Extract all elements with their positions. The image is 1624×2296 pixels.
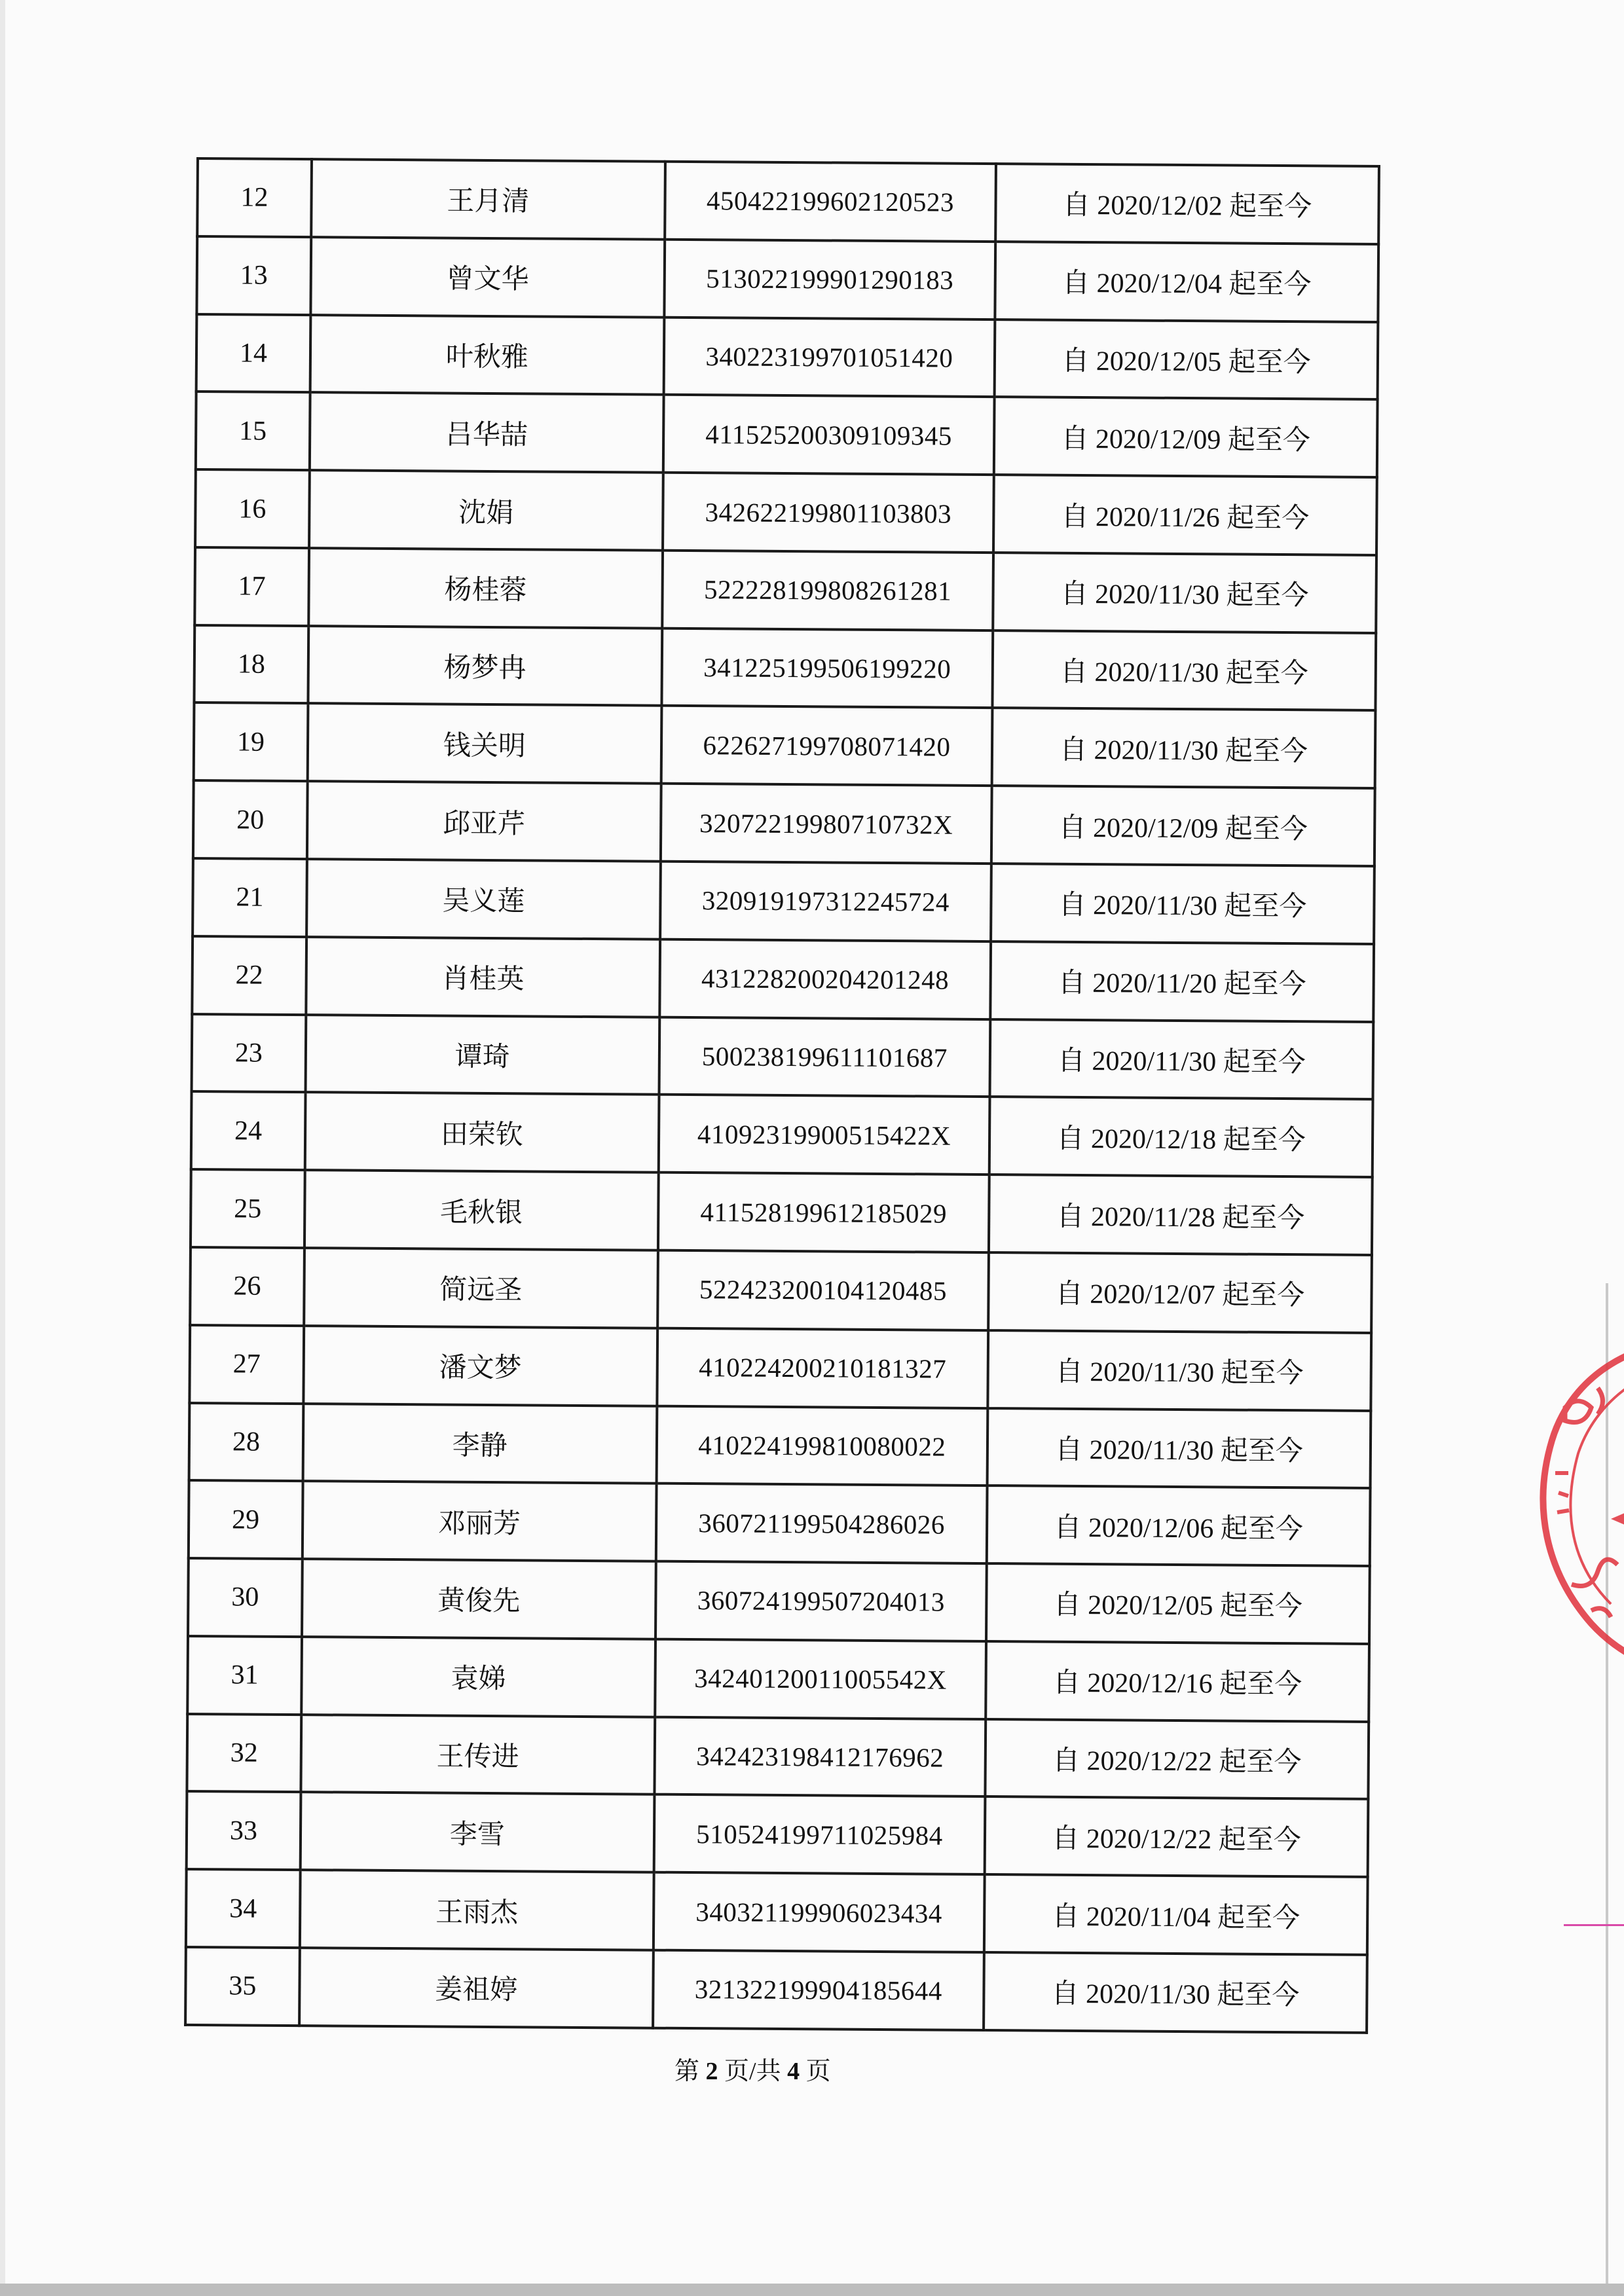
start-date: 自 2020/12/02 起至今	[995, 164, 1379, 244]
start-date: 自 2020/11/30 起至今	[992, 630, 1376, 711]
scan-edge-bottom	[0, 2284, 1624, 2296]
row-number: 24	[191, 1091, 306, 1170]
id-number: 622627199708071420	[661, 706, 992, 786]
employee-name: 王月清	[311, 159, 665, 239]
start-date: 自 2020/12/22 起至今	[985, 1719, 1369, 1800]
employee-name: 杨梦冉	[308, 626, 662, 706]
table-row	[192, 936, 1374, 1022]
row-number: 25	[191, 1169, 305, 1248]
employee-name: 沈娟	[309, 470, 663, 550]
employee-name: 钱关明	[308, 704, 662, 784]
employee-name: 黄俊先	[302, 1559, 656, 1639]
employee-name: 李雪	[300, 1793, 654, 1872]
row-number: 26	[190, 1247, 304, 1326]
row-number: 33	[187, 1791, 301, 1870]
table-row	[193, 858, 1375, 944]
employee-table-body	[185, 158, 1379, 2033]
table-row	[192, 1014, 1374, 1100]
start-date: 自 2020/11/30 起至今	[993, 553, 1376, 633]
table-row	[196, 314, 1378, 400]
employee-name: 潘文梦	[303, 1326, 657, 1406]
employee-name: 田荣钦	[305, 1093, 659, 1173]
start-date: 自 2020/11/30 起至今	[991, 864, 1375, 944]
row-number: 31	[187, 1636, 302, 1715]
id-number: 450422199602120523	[665, 162, 996, 242]
table-row	[194, 547, 1376, 633]
start-date: 自 2020/11/30 起至今	[992, 708, 1376, 789]
table-row	[191, 1169, 1373, 1255]
table-row	[196, 236, 1378, 322]
start-date: 自 2020/12/06 起至今	[987, 1485, 1371, 1566]
row-number: 32	[187, 1714, 301, 1793]
employee-name: 邓丽芳	[303, 1481, 657, 1561]
id-number: 500238199611101687	[659, 1017, 990, 1097]
start-date: 自 2020/12/16 起至今	[986, 1641, 1369, 1722]
row-number: 16	[195, 469, 310, 548]
id-number: 410224200210181327	[657, 1328, 988, 1408]
footer-prefix: 第	[674, 2058, 700, 2085]
table-row	[194, 625, 1376, 711]
row-number: 35	[185, 1947, 300, 2026]
table-row	[195, 469, 1377, 555]
scan-edge-left	[0, 0, 5, 2296]
table-row	[189, 1402, 1371, 1488]
start-date: 自 2020/11/30 起至今	[987, 1408, 1371, 1489]
start-date: 自 2020/12/18 起至今	[989, 1097, 1373, 1177]
id-number: 411525200309109345	[663, 395, 995, 475]
employee-name: 王雨杰	[300, 1870, 654, 1950]
row-number: 15	[196, 392, 310, 470]
employee-name: 肖桂英	[306, 937, 660, 1017]
employee-name: 简远圣	[304, 1248, 658, 1328]
start-date: 自 2020/12/05 起至今	[986, 1563, 1370, 1644]
employee-name: 杨桂蓉	[308, 548, 663, 628]
footer-middle: 页/共	[724, 2058, 781, 2085]
table-row	[190, 1247, 1372, 1333]
start-date: 自 2020/11/30 起至今	[987, 1330, 1371, 1411]
table-row	[189, 1325, 1371, 1411]
table-row	[185, 1947, 1367, 2033]
employee-name: 李静	[303, 1404, 657, 1484]
page-footer	[674, 2050, 831, 2086]
id-number: 522228199808261281	[662, 551, 993, 630]
id-number: 341225199506199220	[661, 628, 993, 708]
id-number: 32072219980710732X	[661, 784, 992, 864]
red-seal-stamp	[1493, 1322, 1624, 1689]
employee-name: 谭琦	[305, 1015, 659, 1095]
row-number: 12	[197, 158, 312, 237]
employee-name: 曾文华	[310, 237, 665, 317]
employee-name: 叶秋雅	[310, 315, 664, 395]
row-number: 17	[194, 547, 309, 626]
start-date: 自 2020/12/05 起至今	[995, 319, 1378, 400]
start-date: 自 2020/12/09 起至今	[994, 397, 1378, 477]
scan-mark	[1564, 1924, 1624, 1926]
table-row	[187, 1791, 1369, 1877]
employee-name: 袁娣	[301, 1637, 655, 1717]
id-number: 360724199507204013	[655, 1561, 987, 1641]
start-date: 自 2020/12/22 起至今	[985, 1796, 1369, 1877]
table-row	[187, 1636, 1369, 1722]
employee-name: 邱亚芹	[307, 781, 661, 861]
row-number: 18	[194, 625, 308, 704]
id-number: 41092319900515422X	[659, 1095, 990, 1175]
table-row	[197, 158, 1379, 244]
employee-name: 毛秋银	[304, 1170, 659, 1250]
employee-name: 吕华喆	[310, 393, 664, 473]
row-number: 34	[186, 1869, 301, 1948]
id-number: 340321199906023434	[654, 1872, 985, 1952]
employee-name: 吴义莲	[306, 859, 661, 939]
row-number: 21	[193, 858, 307, 937]
row-number: 23	[192, 1014, 306, 1093]
row-number: 22	[192, 936, 306, 1015]
id-number: 522423200104120485	[657, 1250, 989, 1330]
row-number: 27	[189, 1325, 304, 1404]
table-row	[189, 1480, 1371, 1566]
id-number: 510524199711025984	[654, 1795, 985, 1874]
footer-suffix: 页	[805, 2058, 831, 2085]
employee-name: 王传进	[301, 1715, 655, 1795]
id-number: 360721199504286026	[656, 1484, 987, 1563]
start-date: 自 2020/11/30 起至今	[990, 1019, 1374, 1100]
id-number: 342622199801103803	[663, 473, 994, 553]
start-date: 自 2020/12/04 起至今	[995, 242, 1378, 322]
id-number: 411528199612185029	[658, 1173, 989, 1252]
table-row	[193, 780, 1375, 866]
id-number: 513022199901290183	[664, 240, 995, 319]
table-row	[187, 1714, 1369, 1800]
id-number: 410224199810080022	[656, 1406, 987, 1485]
row-number: 28	[189, 1402, 304, 1481]
table-row	[188, 1558, 1370, 1644]
id-number: 320919197312245724	[660, 862, 991, 941]
start-date: 自 2020/12/09 起至今	[991, 786, 1375, 866]
start-date: 自 2020/12/07 起至今	[988, 1252, 1372, 1333]
id-number: 431228200204201248	[659, 939, 991, 1019]
id-number: 321322199904185644	[653, 1950, 984, 2030]
row-number: 14	[196, 314, 311, 393]
row-number: 19	[194, 702, 308, 781]
start-date: 自 2020/11/28 起至今	[989, 1175, 1373, 1255]
table-row	[194, 702, 1376, 788]
start-date: 自 2020/11/26 起至今	[993, 475, 1377, 555]
start-date: 自 2020/11/30 起至今	[984, 1952, 1367, 2033]
id-number: 34240120011005542X	[655, 1639, 986, 1719]
row-number: 13	[196, 236, 311, 315]
row-number: 20	[193, 780, 308, 859]
current-page-number: 2	[705, 2058, 718, 2085]
table-row	[196, 392, 1378, 477]
start-date: 自 2020/11/20 起至今	[990, 941, 1374, 1022]
total-pages-number: 4	[787, 2058, 800, 2085]
table-row	[186, 1869, 1368, 1955]
start-date: 自 2020/11/04 起至今	[984, 1874, 1368, 1955]
table-row	[191, 1091, 1373, 1177]
employee-name: 姜祖婷	[299, 1948, 654, 2028]
id-number: 340223199701051420	[663, 317, 995, 397]
row-number: 30	[188, 1558, 303, 1637]
employee-table	[184, 157, 1380, 2034]
id-number: 342423198412176962	[654, 1717, 986, 1796]
row-number: 29	[189, 1480, 303, 1559]
